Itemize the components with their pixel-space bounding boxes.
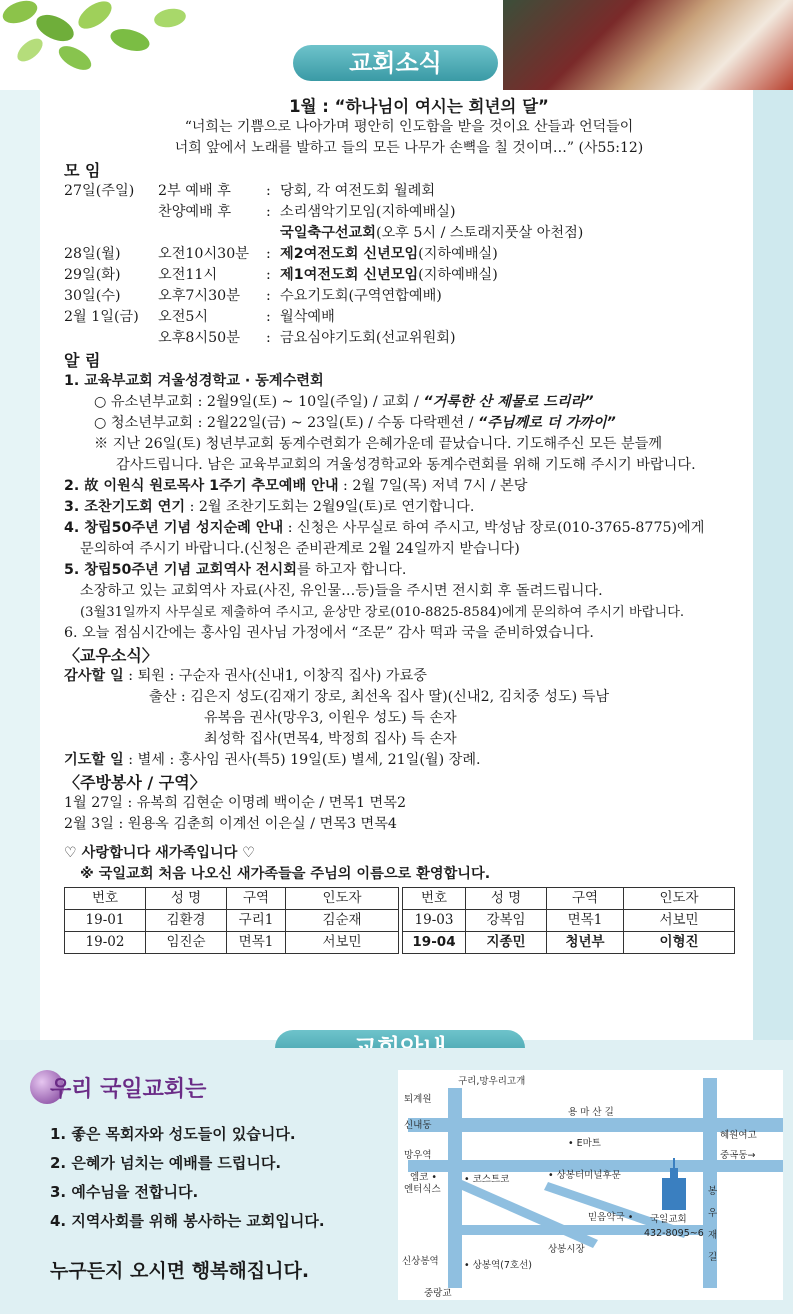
meeting-sep: : <box>266 204 271 220</box>
list-item: 3. 예수님을 전합니다. <box>50 1183 199 1201</box>
meeting-text: 수요기도회(구역연합예배) <box>280 288 442 304</box>
verse-line-2: 너희 앞에서 노래를 발하고 들의 모든 나무가 손뼉을 칠 것이며…” (사55:12) <box>174 140 644 156</box>
notice-4: 4. 창립50주년 기념 성지순례 안내 : 신청은 사무실로 하여 주시고, 박성남 장로(010-3765-8775)에게 <box>64 520 705 536</box>
notice-1-youth: ○ 유소년부교회 : 2월9일(토) ~ 10일(주일) / 교회 / “거룩한 산 제물로 드리라” <box>94 394 594 410</box>
notice-5-line-2: 소장하고 있는 교회역사 자료(사진, 유인물…등)들을 주시면 전시회 후 돌려드립니다. <box>80 583 603 599</box>
verse-line-1: “너희는 기쁨으로 나아가며 평안히 인도함을 받을 것이요 산들과 언덕들이 <box>184 119 634 135</box>
meeting-date <box>64 328 158 349</box>
map-label-gil: 길 <box>708 1252 718 1263</box>
meeting-row <box>64 265 754 286</box>
map-label-top: 구리,망우리고개 <box>458 1076 526 1087</box>
meeting-sep: : <box>266 288 271 304</box>
meetings-heading: 모 임 <box>64 161 101 180</box>
meeting-sep <box>266 223 280 244</box>
meeting-time: 오전5시 <box>158 309 209 325</box>
meeting-description <box>280 328 456 349</box>
meeting-sep: : <box>266 309 271 325</box>
table-row <box>65 932 399 954</box>
col-name: 성 명 <box>466 888 547 910</box>
intro-heading: 우리 국일교회는 <box>50 1076 207 1102</box>
meeting-sep: : <box>266 183 271 199</box>
thanks-line-2: 출산 : 김은지 성도(김재기 장로, 최선옥 집사 딸)(신내2, 김치중 성도) 득남 <box>149 689 610 705</box>
map-label-entertics: 엔터식스 <box>404 1184 441 1195</box>
meeting-description <box>280 244 498 265</box>
pray-line-1: 기도할 일 : 별세 : 홍사임 권사(특5) 19일(토) 별세, 21일(월) 장례. <box>64 752 481 768</box>
notice-5-line-3: (3월31일까지 사무실로 제출하여 주시고, 윤상만 장로(010-8825-8584)에게 문의하여 주시기 바랍니다. <box>80 605 685 620</box>
meeting-date: 2월 1일(금) <box>64 309 139 325</box>
meeting-description <box>280 223 583 244</box>
notice-1-note-2: 감사드립니다. 남은 교육부교회의 겨울성경학교와 동계수련회를 위해 기도해 주시기 바랍니다. <box>116 457 696 473</box>
notices-heading: 알 림 <box>64 351 101 370</box>
meeting-row <box>64 181 754 202</box>
meeting-row <box>64 223 754 244</box>
service-heading: 〈주방봉사 / 구역〉 <box>64 773 206 792</box>
map-label-yongmasan: 용 마 산 길 <box>568 1107 614 1118</box>
map-label-jungnang: 중랑교 <box>424 1288 452 1299</box>
meeting-highlight: 국일축구선교회 <box>280 225 376 241</box>
notice-5: 5. 창립50주년 기념 교회역사 전시회를 하고자 합니다. <box>64 562 407 578</box>
newcomers-table-left <box>64 887 399 954</box>
meeting-date: 28일(월) <box>64 246 121 262</box>
month-title: 1월 : “하나님이 여시는 희년의 달” <box>289 97 549 116</box>
meetings-list <box>64 181 754 349</box>
meeting-text: (지하예배실) <box>418 246 498 262</box>
table-row <box>403 910 735 932</box>
meeting-date: 30일(수) <box>64 288 121 304</box>
meeting-description <box>280 286 442 307</box>
notice-6: 6. 오늘 점심시간에는 홍사임 권사님 가정에서 “조문” 감사 떡과 국을 준비하였습니다. <box>64 625 594 641</box>
notice-1-teen: ○ 청소년부교회 : 2월22일(금) ~ 23일(토) / 수동 다락펜션 / “주님께로 더 가까이” <box>94 415 616 431</box>
right-margin-band <box>753 90 793 1040</box>
map-label-costco: • 코스트코 <box>464 1174 510 1185</box>
meeting-time: 오후8시50분 <box>158 330 240 346</box>
meeting-text: 당회, 각 여전도회 월례회 <box>280 183 436 199</box>
map-label-emart: • E마트 <box>568 1138 601 1149</box>
meeting-text: (지하예배실) <box>418 267 498 283</box>
notice-3: 3. 조찬기도회 연기 : 2월 조찬기도회는 2월9일(토)로 연기합니다. <box>64 499 475 515</box>
notice-4-line-2: 문의하여 주시기 바랍니다.(신청은 준비관계로 2월 24일까지 받습니다) <box>80 541 520 557</box>
meeting-highlight: 제1여전도회 신년모임 <box>280 267 419 283</box>
col-district: 구역 <box>547 888 624 910</box>
notice-1-note-1: ※ 지난 26일(토) 청년부교회 동계수련회가 은혜가운데 끝났습니다. 기도해주신 모든 분들께 <box>94 436 663 452</box>
cell: 서보민 <box>286 932 399 954</box>
meeting-text: (오후 5시 / 스토래지풋살 아천점) <box>375 225 584 241</box>
map-label-bong: 봉 <box>708 1186 718 1197</box>
map-label-toegyewon: 퇴계원 <box>404 1094 432 1105</box>
map-label-sangbong7: • 상봉역(7호선) <box>464 1260 532 1271</box>
list-item: 2. 은혜가 넘치는 예배를 드립니다. <box>50 1154 282 1172</box>
newcomers-subheading: ※ 국일교회 처음 나오신 새가족들을 주님의 이름으로 환영합니다. <box>80 866 491 882</box>
cell: 면목1 <box>547 910 624 932</box>
table-header-row <box>403 888 735 910</box>
notice-1-title: 1. 교육부교회 겨울성경학교 · 동계수련회 <box>64 373 324 389</box>
cell: 19-02 <box>65 932 146 954</box>
meeting-text: 소리샘악기모임(지하예배실) <box>280 204 456 220</box>
meeting-time <box>158 223 266 244</box>
cell: 19-04 <box>403 932 466 954</box>
thanks-line-1: 감사할 일 : 퇴원 : 구순자 권사(신내1, 이창직 집사) 가료중 <box>64 668 427 684</box>
left-margin-band <box>0 90 40 1040</box>
map-label-junggok: 중곡동→ <box>720 1150 756 1161</box>
meeting-sep: : <box>266 267 271 283</box>
list-item: 1. 좋은 목회자와 성도들이 있습니다. <box>50 1125 296 1143</box>
col-name: 성 명 <box>146 888 227 910</box>
leaves-decoration <box>0 0 220 80</box>
list-item: 4. 지역사회를 위해 봉사하는 교회입니다. <box>50 1212 325 1230</box>
news-content <box>64 96 754 954</box>
meeting-sep: : <box>266 246 271 262</box>
table-header-row <box>65 888 399 910</box>
col-number: 번호 <box>65 888 146 910</box>
meeting-date <box>64 223 158 244</box>
thanks-line-3: 유복음 권사(망우3, 이원우 성도) 득 손자 <box>204 710 457 726</box>
newcomers-tables <box>64 887 754 954</box>
meeting-description <box>280 202 456 223</box>
notice-2: 2. 故 이원식 원로목사 1주기 추모예배 안내 : 2월 7일(목) 저녁 7시 / 본당 <box>64 478 528 494</box>
meeting-date: 27일(주일) <box>64 183 135 199</box>
col-guide: 인도자 <box>624 888 735 910</box>
cell: 19-03 <box>403 910 466 932</box>
map-label-u: 우 <box>708 1208 718 1219</box>
meeting-time: 오전10시30분 <box>158 246 249 262</box>
meeting-row <box>64 328 754 349</box>
map-label-market: 상봉시장 <box>548 1244 585 1255</box>
meeting-time: 오후7시30분 <box>158 288 240 304</box>
meeting-row <box>64 244 754 265</box>
location-map <box>398 1070 783 1300</box>
meeting-description <box>280 265 498 286</box>
service-line-1: 1월 27일 : 유복희 김현순 이명례 백이순 / 면목1 면목2 <box>64 795 406 811</box>
cell: 김순재 <box>286 910 399 932</box>
church-news-banner: 교회소식 <box>293 45 498 81</box>
choir-photo <box>503 0 793 90</box>
meeting-highlight: 제2여전도회 신년모임 <box>280 246 419 262</box>
meeting-row <box>64 307 754 328</box>
col-district: 구역 <box>227 888 286 910</box>
map-label-sinnae: 신내동 <box>404 1120 432 1131</box>
table-row <box>65 910 399 932</box>
meeting-time: 2부 예배 후 <box>158 183 231 199</box>
meeting-sep: : <box>266 330 271 346</box>
meeting-description <box>280 181 435 202</box>
meeting-description <box>280 307 335 328</box>
cell: 김환경 <box>146 910 227 932</box>
map-label-sinsangbong: 신상봉역 <box>402 1256 439 1267</box>
thanks-line-4: 최성학 집사(면목4, 박정희 집사) 득 손자 <box>204 731 457 747</box>
church-intro <box>30 1070 390 1310</box>
cell: 구리1 <box>227 910 286 932</box>
cell: 임진순 <box>146 932 227 954</box>
col-number: 번호 <box>403 888 466 910</box>
map-label-sangbong-terminal: • 상봉터미널후문 <box>548 1170 621 1181</box>
map-label-jae: 재 <box>708 1230 718 1241</box>
intro-list <box>50 1120 390 1236</box>
cell: 면목1 <box>227 932 286 954</box>
cell: 지종민 <box>466 932 547 954</box>
service-line-2: 2월 3일 : 원용옥 김춘희 이계선 이은실 / 면목3 면목4 <box>64 816 397 832</box>
cell: 청년부 <box>547 932 624 954</box>
newcomers-heading: ♡ 사랑합니다 새가족입니다 ♡ <box>64 845 256 861</box>
map-label-hyewon: 혜원여고 <box>720 1130 757 1141</box>
map-label-yeomko: 엠코 • <box>410 1172 437 1183</box>
cell: 서보민 <box>624 910 735 932</box>
meeting-time: 오전11시 <box>158 267 218 283</box>
cell: 이형진 <box>624 932 735 954</box>
meeting-row <box>64 286 754 307</box>
meeting-date <box>64 202 158 223</box>
intro-heading-row <box>30 1070 390 1104</box>
meeting-time: 찬양예배 후 <box>158 204 232 220</box>
map-label-phone: 432-8095~6 <box>644 1228 704 1239</box>
cell: 강복임 <box>466 910 547 932</box>
meeting-text: 월삭예배 <box>280 309 335 325</box>
slogan: 누구든지 오시면 행복해집니다. <box>50 1260 310 1282</box>
cell: 19-01 <box>65 910 146 932</box>
members-heading: 〈교우소식〉 <box>64 646 158 665</box>
col-guide: 인도자 <box>286 888 399 910</box>
meeting-row <box>64 202 754 223</box>
map-label-mangu-station: 망우역 <box>404 1150 432 1161</box>
newcomers-table-right <box>402 887 735 954</box>
map-label-mideum: 믿음약국 • <box>588 1212 634 1223</box>
meeting-text: 금요심야기도회(선교위원회) <box>280 330 456 346</box>
table-row <box>403 932 735 954</box>
meeting-date: 29일(화) <box>64 267 121 283</box>
map-label-church: 국일교회 <box>650 1214 687 1225</box>
